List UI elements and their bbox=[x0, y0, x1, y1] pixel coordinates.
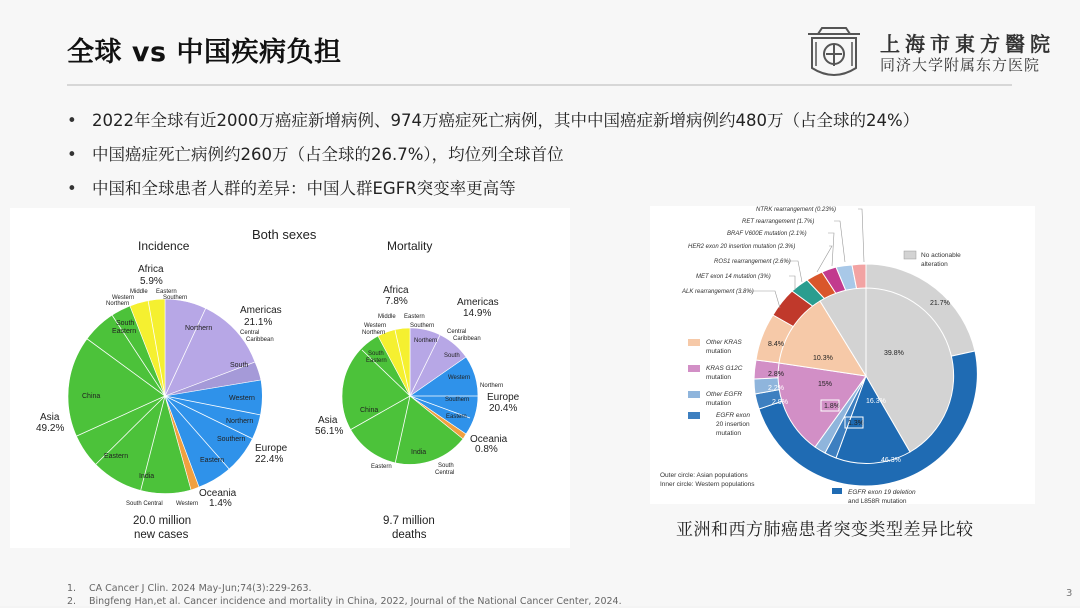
sub-label: Western bbox=[176, 501, 199, 507]
svg-text:8.4%: 8.4% bbox=[768, 341, 784, 348]
svg-text:16.3%: 16.3% bbox=[866, 398, 886, 405]
incidence-total-unit: new cases bbox=[134, 529, 189, 541]
svg-text:Other KRAS: Other KRAS bbox=[706, 339, 742, 346]
sub-label: Central bbox=[240, 330, 260, 336]
region-label: Americas bbox=[457, 297, 499, 308]
svg-text:46.3%: 46.3% bbox=[881, 457, 901, 464]
region-label: Africa bbox=[383, 285, 409, 296]
region-label: Asia bbox=[40, 412, 60, 423]
region-value: 5.9% bbox=[140, 276, 163, 287]
svg-text:15%: 15% bbox=[818, 381, 833, 388]
sub-label: South Central bbox=[126, 501, 163, 507]
svg-text:EGFR exon: EGFR exon bbox=[716, 412, 750, 419]
svg-text:mutation: mutation bbox=[706, 374, 731, 381]
region-label: Asia bbox=[318, 415, 338, 426]
sub-label: South bbox=[230, 362, 249, 369]
svg-text:21.7%: 21.7% bbox=[930, 300, 950, 307]
sub-label: Eastern bbox=[112, 328, 137, 335]
sub-label: Eastern bbox=[156, 289, 177, 295]
bullet-item: • 2022年全球有近2000万癌症新增病例、974万癌症死亡病例，其中中国癌症新增病例约480万（占全球的24%） bbox=[67, 104, 919, 138]
sub-label: Eastern bbox=[404, 314, 425, 320]
svg-text:2.8%: 2.8% bbox=[768, 371, 784, 378]
reference-item: 1. CA Cancer J Clin. 2024 May-Jun;74(3):229-263. bbox=[67, 583, 312, 594]
sub-label: Eastern bbox=[446, 414, 467, 420]
region-value: 21.1% bbox=[244, 317, 273, 328]
bullet-item: • 中国癌症死亡病例约260万（占全球的26.7%），均位列全球首位 bbox=[67, 138, 919, 172]
sub-label: Southern bbox=[163, 295, 188, 301]
sub-label: Eastern bbox=[366, 358, 387, 364]
sub-label: India bbox=[139, 473, 155, 480]
region-value: 20.4% bbox=[489, 403, 518, 414]
region-label: Europe bbox=[255, 443, 288, 454]
sub-label: Eastern bbox=[371, 464, 392, 470]
sub-label: China bbox=[82, 393, 101, 400]
svg-text:ROS1 rearrangement (2.6%): ROS1 rearrangement (2.6%) bbox=[714, 259, 791, 265]
svg-text:No actionable: No actionable bbox=[921, 252, 961, 259]
region-label: Oceania bbox=[470, 434, 508, 445]
sub-label: Caribbean bbox=[246, 337, 274, 343]
sub-label: Northern bbox=[226, 418, 254, 425]
svg-text:and L858R mutation: and L858R mutation bbox=[848, 498, 907, 505]
sub-label: Middle bbox=[378, 314, 396, 320]
svg-text:KRAS G12C: KRAS G12C bbox=[706, 365, 743, 372]
sub-label: India bbox=[411, 449, 427, 456]
svg-text:mutation: mutation bbox=[706, 348, 731, 355]
region-value: 14.9% bbox=[463, 308, 492, 319]
mutation-donut-inner bbox=[778, 288, 954, 463]
sub-label: Middle bbox=[130, 289, 148, 295]
svg-text:10.3%: 10.3% bbox=[813, 355, 833, 362]
svg-text:Outer circle: Asian population: Outer circle: Asian populations bbox=[660, 472, 748, 479]
mortality-total: 9.7 million bbox=[383, 515, 435, 527]
mortality-total-unit: deaths bbox=[392, 529, 427, 541]
region-label: Oceania bbox=[199, 488, 237, 499]
svg-text:2.9%: 2.9% bbox=[772, 399, 788, 406]
svg-text:20 insertion: 20 insertion bbox=[716, 421, 750, 428]
svg-text:39.8%: 39.8% bbox=[884, 350, 904, 357]
region-value: 1.4% bbox=[209, 498, 232, 509]
svg-text:BRAF V600E mutation (2.1%): BRAF V600E mutation (2.1%) bbox=[727, 231, 807, 237]
region-value: 22.4% bbox=[255, 454, 284, 465]
region-label: Americas bbox=[240, 305, 282, 316]
svg-text:mutation: mutation bbox=[716, 430, 741, 437]
sub-label: Northern bbox=[362, 330, 386, 336]
sub-label: South bbox=[438, 463, 454, 469]
sub-label: South bbox=[116, 320, 135, 327]
region-label: Africa bbox=[138, 264, 164, 275]
sub-label: Southern bbox=[410, 323, 435, 329]
svg-text:mutation: mutation bbox=[706, 400, 731, 407]
region-value: 0.8% bbox=[475, 444, 498, 455]
svg-text:ALK rearrangement (3.8%): ALK rearrangement (3.8%) bbox=[682, 289, 754, 295]
region-value: 56.1% bbox=[315, 426, 344, 437]
hospital-name-simplified: 同济大学附属东方医院 bbox=[880, 56, 1041, 74]
hospital-name-traditional: 上海市東方醫院 bbox=[880, 32, 1055, 56]
svg-text:Inner circle: Western populati: Inner circle: Western populations bbox=[660, 481, 755, 488]
pie-header: Both sexes bbox=[252, 227, 317, 242]
sub-label: South bbox=[368, 351, 384, 357]
bullet-item: • 中国和全球患者人群的差异：中国人群EGFR突变率更高等 bbox=[67, 172, 919, 206]
svg-text:Other EGFR: Other EGFR bbox=[706, 391, 743, 398]
sub-label: Southern bbox=[217, 436, 246, 443]
region-value: 7.8% bbox=[385, 296, 408, 307]
sub-label: Northern bbox=[106, 301, 130, 307]
sub-label: Western bbox=[448, 375, 471, 381]
svg-text:RET rearrangement (1.7%): RET rearrangement (1.7%) bbox=[742, 219, 815, 225]
page-number: 3 bbox=[1066, 588, 1073, 599]
svg-text:1.3%: 1.3% bbox=[848, 420, 864, 427]
svg-text:alteration: alteration bbox=[921, 261, 948, 268]
sub-label: South bbox=[444, 353, 460, 359]
sub-label: Northern bbox=[414, 338, 438, 344]
donut-caption: 亚洲和西方肺癌患者突变类型差异比较 bbox=[676, 520, 974, 540]
svg-text:HER2 exon 20 insertion mutatio: HER2 exon 20 insertion mutation (2.3%) bbox=[688, 244, 796, 250]
sub-label: China bbox=[360, 407, 379, 414]
svg-text:2.2%: 2.2% bbox=[768, 385, 784, 392]
references bbox=[67, 582, 622, 608]
incidence-title: Incidence bbox=[138, 239, 190, 253]
page-title: 全球 vs 中国疾病负担 bbox=[67, 37, 342, 68]
sub-label: Western bbox=[364, 323, 387, 329]
sub-label: Western bbox=[229, 395, 255, 402]
reference-item: 2. Bingfeng Han,et al. Cancer incidence and mortality in China, 2022, Journal of the National Cancer Center, 2024. bbox=[67, 596, 622, 607]
sub-label: Central bbox=[447, 329, 467, 335]
sub-label: Northern bbox=[480, 383, 504, 389]
svg-text:1.8%: 1.8% bbox=[824, 403, 840, 410]
svg-text:NTRK rearrangement (0.23%): NTRK rearrangement (0.23%) bbox=[756, 207, 837, 213]
svg-text:MET exon 14 mutation (3%): MET exon 14 mutation (3%) bbox=[696, 274, 771, 280]
svg-text:EGFR exon 19 deletion: EGFR exon 19 deletion bbox=[848, 489, 916, 496]
sub-label: Western bbox=[112, 295, 135, 301]
sub-label: Eastern bbox=[200, 457, 225, 464]
incidence-total: 20.0 million bbox=[133, 515, 192, 527]
sub-label: Eastern bbox=[104, 453, 129, 460]
sub-label: Northern bbox=[185, 325, 213, 332]
region-label: Europe bbox=[487, 392, 520, 403]
sub-label: Southern bbox=[445, 397, 470, 403]
region-value: 49.2% bbox=[36, 423, 65, 434]
mortality-title: Mortality bbox=[387, 239, 433, 253]
sub-label: Caribbean bbox=[453, 336, 481, 342]
sub-label: Central bbox=[435, 470, 455, 476]
